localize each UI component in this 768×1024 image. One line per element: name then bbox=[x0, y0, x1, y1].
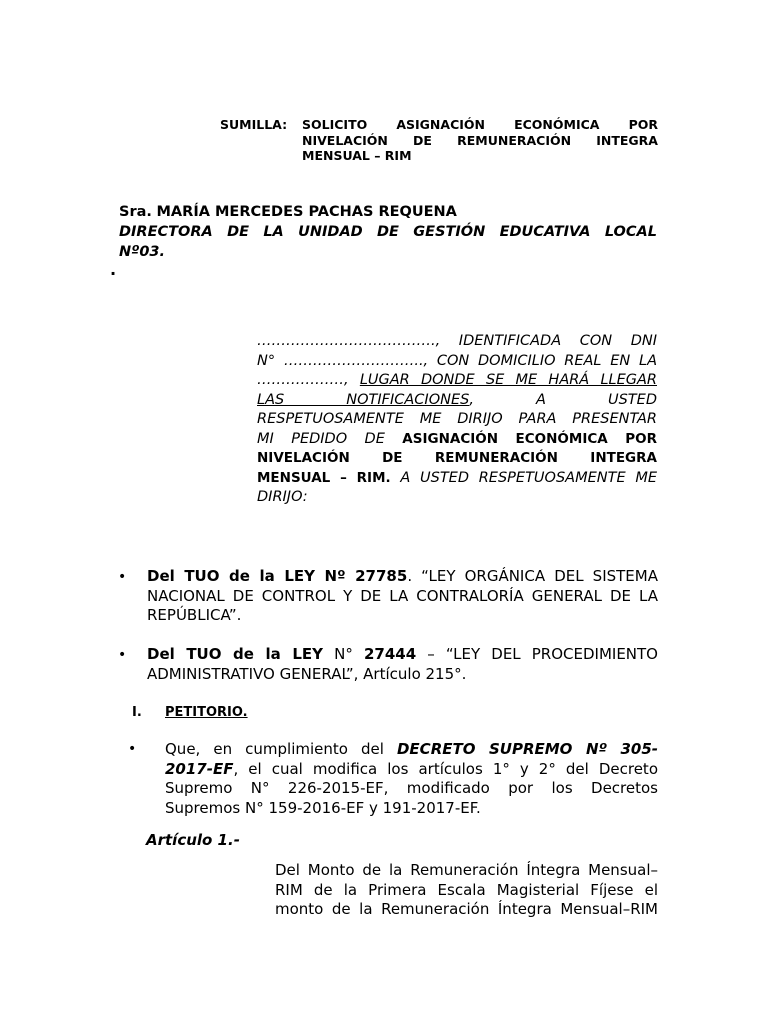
section-number: I. bbox=[132, 705, 142, 720]
presentation-line-4: LAS NOTIFICACIONES, A USTED bbox=[257, 391, 657, 408]
legal-ref-1: Del TUO de la LEY Nº 27785. “LEY ORGÁNICA DEL SISTEMA NACIONAL DE CONTROL Y DE LA CONTRALORÍA GENERAL DE LA REPÚBLICA”. bbox=[147, 567, 658, 624]
legal-ref-2-bullet: • bbox=[118, 647, 127, 663]
articulo-body: Del Monto de la Remuneración Íntegra Mensual– RIM de la Primera Escala Magisterial Fíjese el monto de la Remuneración Íntegra Mensual–RIM bbox=[275, 861, 658, 918]
legal-ref-1-bullet: • bbox=[118, 569, 127, 585]
section-title: PETITORIO. bbox=[165, 705, 248, 720]
addressee-name: MARÍA MERCEDES PACHAS REQUENA bbox=[156, 204, 457, 220]
presentation-line-2: N° ……………………….., CON DOMICILIO REAL EN LA bbox=[257, 352, 657, 369]
presentation-line-5: RESPETUOSAMENTE ME DIRIJO PARA PRESENTAR bbox=[257, 411, 657, 427]
sumilla-label: SUMILLA: bbox=[220, 117, 288, 132]
petitorio-bullet: • bbox=[128, 741, 137, 757]
sumilla-block bbox=[220, 117, 658, 164]
addressee-salutation: Sra. bbox=[119, 204, 152, 220]
addressee-block bbox=[119, 202, 657, 262]
presentation-line-9: DIRIJO: bbox=[257, 489, 308, 505]
sumilla-line-3: MENSUAL – RIM bbox=[302, 148, 412, 163]
legal-ref-2: Del TUO de la LEY N° 27444 – “LEY DEL PROCEDIMIENTO ADMINISTRATIVO GENERAL”, Artículo 215°. bbox=[147, 645, 658, 683]
presentation-paragraph bbox=[257, 332, 657, 508]
stray-dot: . bbox=[110, 260, 117, 279]
presentation-line-8: MENSUAL – RIM. A USTED RESPETUOSAMENTE ME bbox=[257, 469, 658, 486]
presentation-line-6: MI PEDIDO DE ASIGNACIÓN ECONÓMICA POR bbox=[257, 430, 657, 447]
presentation-line-1: ………………………………., IDENTIFICADA CON DNI bbox=[257, 333, 657, 349]
addressee-title-line-2: Nº03. bbox=[119, 244, 165, 260]
petitorio-paragraph: Que, en cumplimiento del DECRETO SUPREMO Nº 305- 2017-EF, el cual modifica los artículos 1° y 2° del Decreto Supremo N° 226-2015-EF, modificado por los Decretos Supremos N° 159-2016-EF y 191-2017-EF. bbox=[165, 740, 658, 817]
presentation-line-7: NIVELACIÓN DE REMUNERACIÓN INTEGRA bbox=[257, 450, 657, 466]
addressee-title-line-1: DIRECTORA DE LA UNIDAD DE GESTIÓN EDUCATIVA LOCAL bbox=[119, 224, 657, 240]
presentation-line-3: ………………, LUGAR DONDE SE ME HARÁ LLEGAR bbox=[257, 372, 657, 388]
sumilla-line-1: SOLICITO ASIGNACIÓN ECONÓMICA POR bbox=[302, 117, 658, 132]
sumilla-line-2: NIVELACIÓN DE REMUNERACIÓN INTEGRA bbox=[302, 132, 658, 148]
articulo-heading: Artículo 1.- bbox=[146, 831, 240, 849]
